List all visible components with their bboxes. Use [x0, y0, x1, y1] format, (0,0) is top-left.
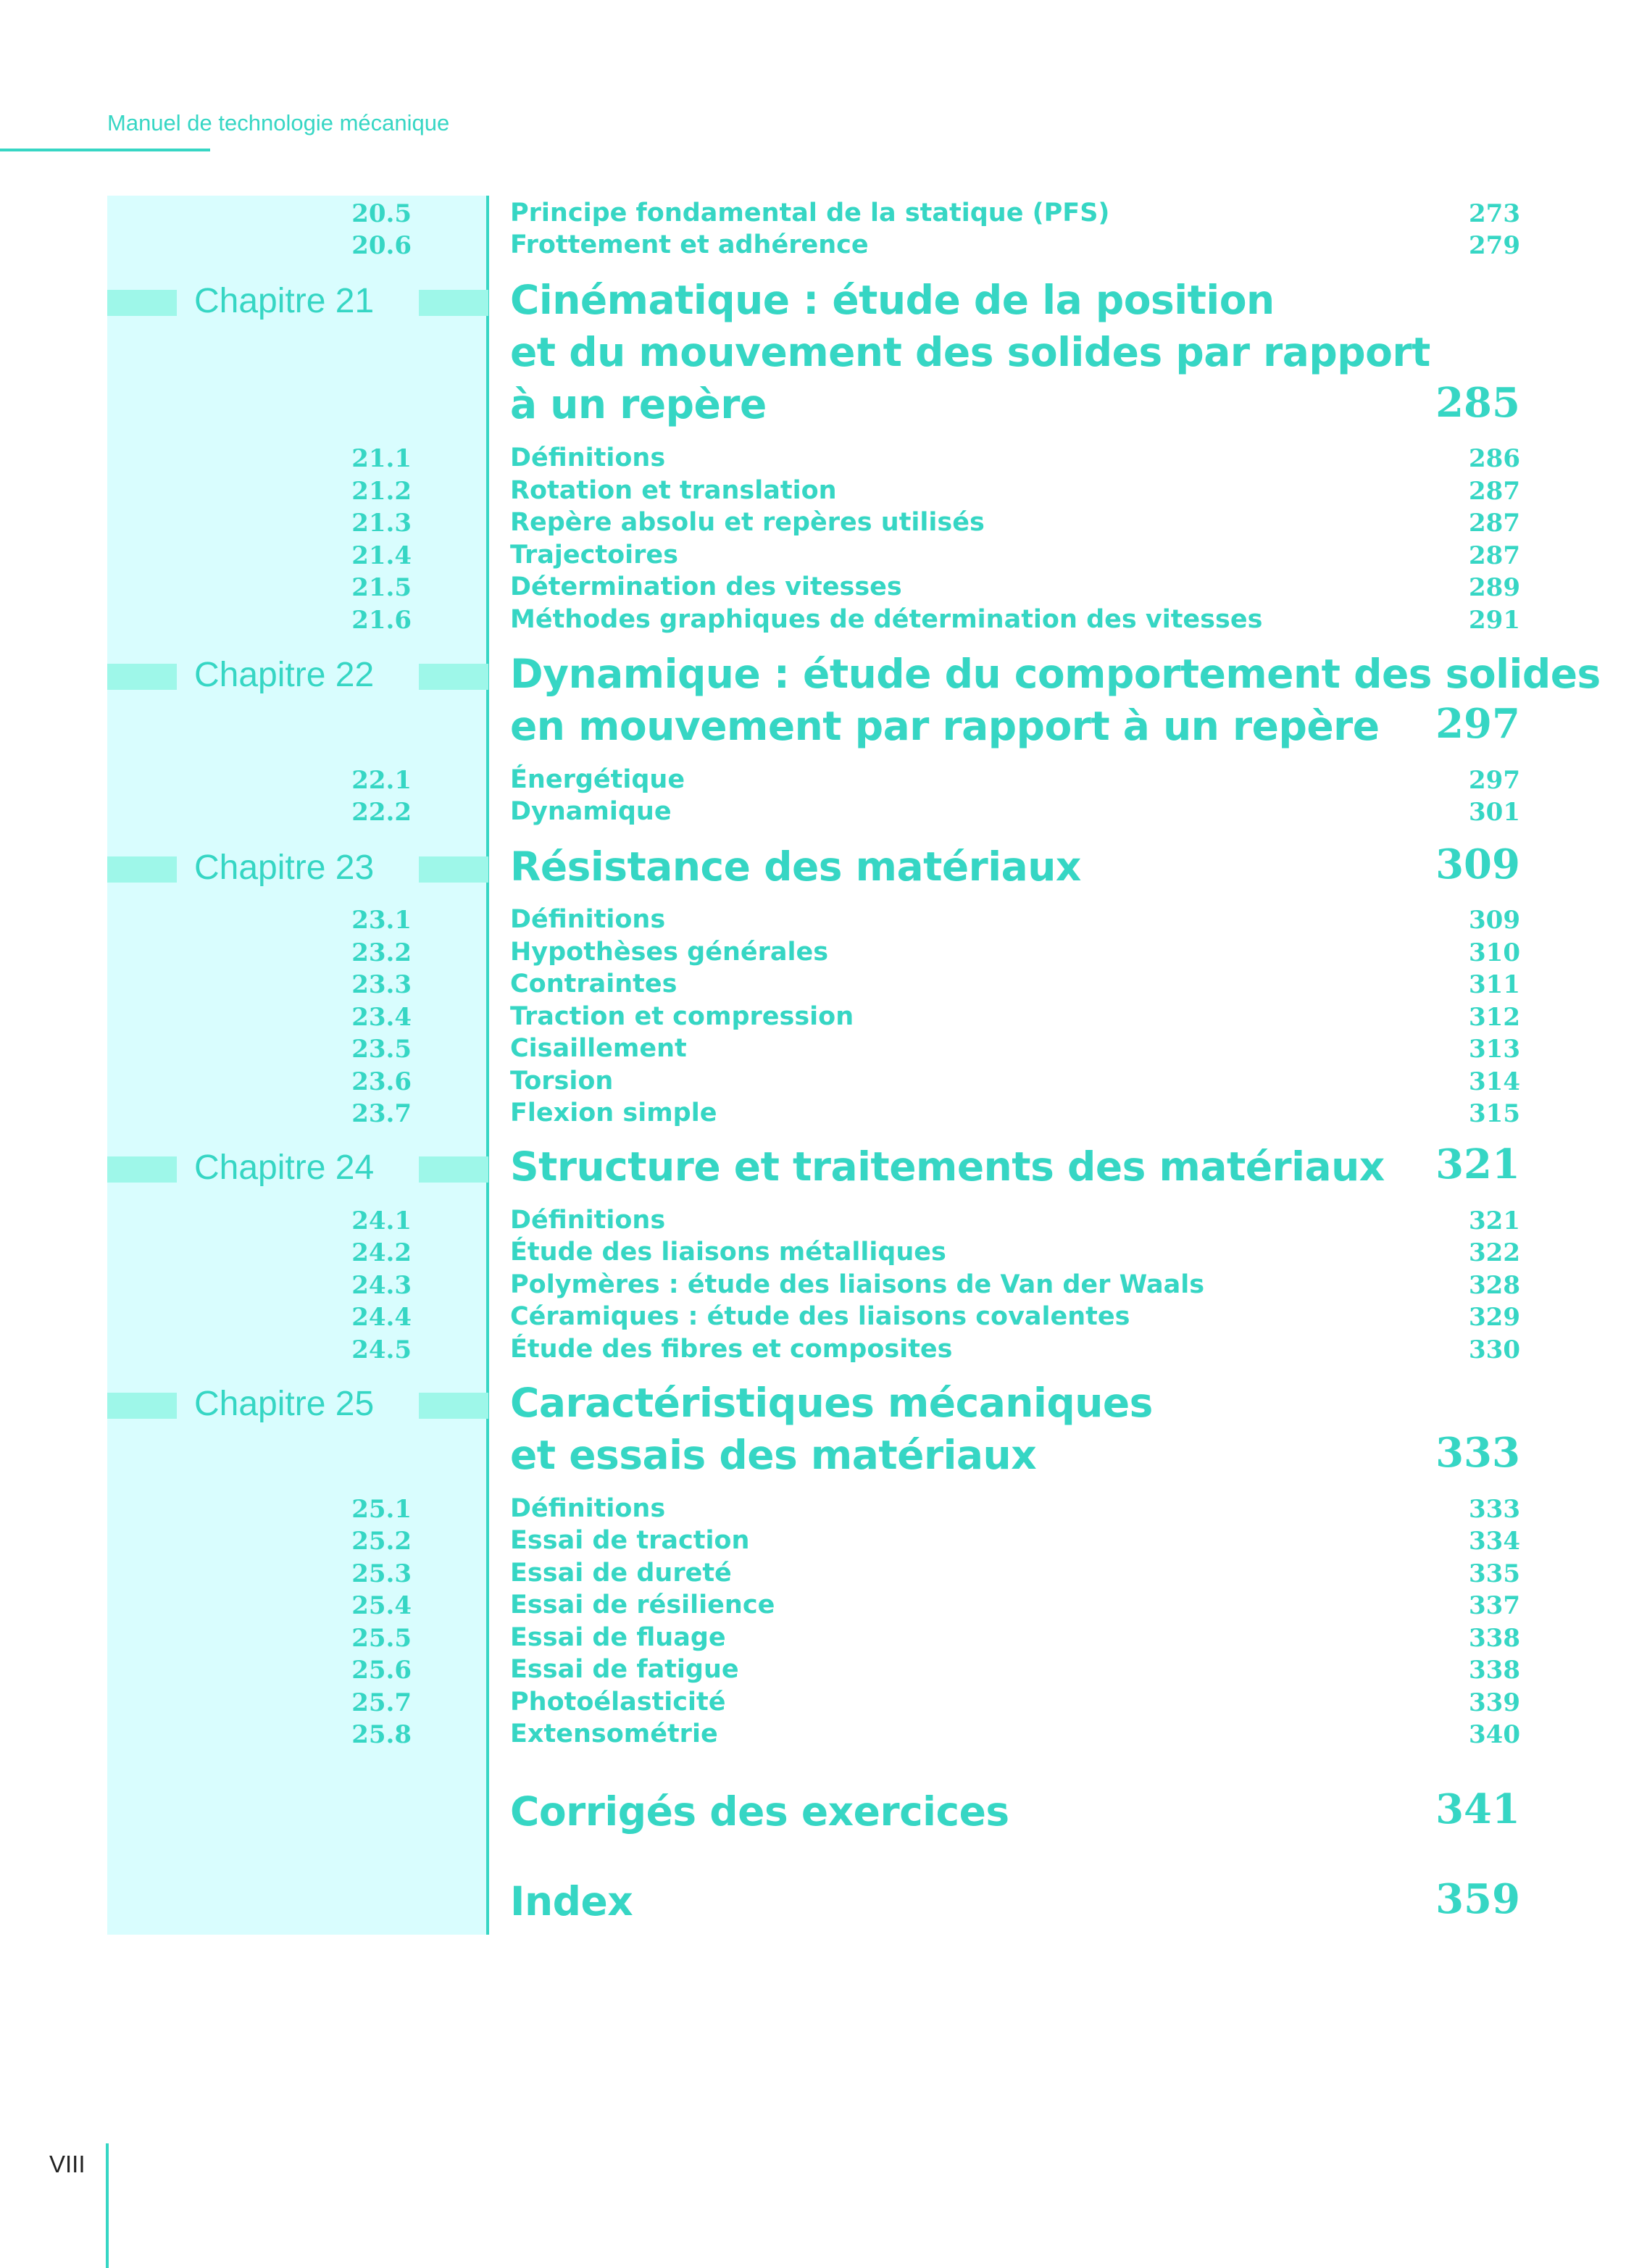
section-page: 309: [1469, 906, 1520, 935]
section-page: 301: [1469, 798, 1520, 827]
section-page: 322: [1469, 1238, 1520, 1267]
section-number: 23.4: [351, 1003, 412, 1032]
chapter-marker-bar: [419, 290, 488, 316]
section-page: 273: [1469, 199, 1520, 228]
section-number: 25.3: [351, 1559, 412, 1588]
section-page: 287: [1469, 477, 1520, 506]
section-page: 286: [1469, 444, 1520, 473]
section-title: Essai de dureté: [510, 1559, 732, 1588]
chapter-marker-bar: [107, 290, 177, 316]
section-number: 20.6: [351, 231, 412, 260]
section-number: 24.2: [351, 1238, 412, 1267]
section-page: 338: [1469, 1656, 1520, 1685]
section-number: 22.1: [351, 766, 412, 795]
section-number: 20.5: [351, 199, 412, 228]
section-title: Essai de fatigue: [510, 1655, 739, 1684]
page-folio: VIII: [49, 2151, 86, 2177]
section-title: Définitions: [510, 1206, 666, 1235]
section-title: Trajectoires: [510, 541, 678, 570]
section-page: 315: [1469, 1099, 1520, 1128]
back-matter-page: 341: [1435, 1785, 1520, 1833]
chapter-title[interactable]: Dynamique : étude du comportement des solides en mouvement par rapport à un repère: [510, 651, 1601, 749]
section-title: Repère absolu et repères utilisés: [510, 508, 985, 537]
chapter-marker-bar: [419, 664, 488, 690]
section-number: 24.4: [351, 1303, 412, 1332]
section-title: Polymères : étude des liaisons de Van der Waals: [510, 1270, 1205, 1299]
section-title: Flexion simple: [510, 1098, 717, 1127]
section-number: 21.6: [351, 606, 412, 635]
section-number: 25.5: [351, 1624, 412, 1653]
section-number: 25.1: [351, 1495, 412, 1524]
section-page: 313: [1469, 1035, 1520, 1064]
section-page: 329: [1469, 1303, 1520, 1332]
chapter-marker-bar: [419, 856, 488, 883]
section-title: Définitions: [510, 905, 666, 934]
section-number: 24.5: [351, 1335, 412, 1364]
section-page: 287: [1469, 541, 1520, 570]
section-title: Essai de résilience: [510, 1590, 775, 1619]
section-number: 25.2: [351, 1527, 412, 1556]
section-title: Frottement et adhérence: [510, 230, 869, 259]
section-number: 23.1: [351, 906, 412, 935]
section-page: 335: [1469, 1559, 1520, 1588]
section-title: Torsion: [510, 1067, 614, 1096]
chapter-title[interactable]: Structure et traitements des matériaux: [510, 1143, 1385, 1190]
section-page: 311: [1469, 970, 1520, 999]
section-title: Extensométrie: [510, 1719, 718, 1748]
section-number: 21.1: [351, 444, 412, 473]
chapter-label: Chapitre 24: [194, 1148, 375, 1187]
section-number: 25.4: [351, 1591, 412, 1620]
section-title: Rotation et translation: [510, 476, 837, 505]
section-number: 23.6: [351, 1067, 412, 1096]
section-page: 287: [1469, 509, 1520, 538]
section-page: 340: [1469, 1720, 1520, 1749]
section-number: 21.2: [351, 477, 412, 506]
chapter-page: 309: [1435, 841, 1520, 888]
section-title: Traction et compression: [510, 1002, 854, 1031]
section-title: Principe fondamental de la statique (PFS): [510, 199, 1110, 228]
toc-divider-rule: [486, 196, 489, 1935]
section-page: 297: [1469, 766, 1520, 795]
section-page: 330: [1469, 1335, 1520, 1364]
header-rule: [0, 149, 210, 151]
section-page: 333: [1469, 1495, 1520, 1524]
section-page: 279: [1469, 231, 1520, 260]
running-head: Manuel de technologie mécanique: [107, 110, 450, 136]
back-matter-title: Corrigés des exercices: [510, 1788, 1009, 1835]
section-title: Céramiques : étude des liaisons covalentes: [510, 1302, 1130, 1331]
section-page: 321: [1469, 1206, 1520, 1235]
chapter-marker-bar: [107, 664, 177, 690]
section-title: Énergétique: [510, 765, 685, 794]
section-page: 328: [1469, 1271, 1520, 1300]
chapter-page: 321: [1435, 1141, 1520, 1188]
section-title: Méthodes graphiques de détermination des vitesses: [510, 605, 1263, 634]
section-title: Étude des liaisons métalliques: [510, 1238, 946, 1267]
chapter-marker-bar: [107, 1156, 177, 1183]
section-page: 338: [1469, 1624, 1520, 1653]
chapter-label: Chapitre 22: [194, 656, 375, 694]
section-page: 339: [1469, 1688, 1520, 1717]
section-page: 337: [1469, 1591, 1520, 1620]
back-matter-title: Index: [510, 1878, 633, 1925]
section-number: 24.3: [351, 1271, 412, 1300]
section-number: 25.6: [351, 1656, 412, 1685]
section-title: Étude des fibres et composites: [510, 1335, 953, 1364]
chapter-title[interactable]: Caractéristiques mécaniques et essais des matériaux: [510, 1380, 1153, 1478]
section-title: Détermination des vitesses: [510, 572, 902, 601]
section-number: 25.8: [351, 1720, 412, 1749]
section-page: 310: [1469, 938, 1520, 967]
chapter-label: Chapitre 21: [194, 282, 375, 320]
chapter-label: Chapitre 23: [194, 849, 375, 887]
section-number: 23.2: [351, 938, 412, 967]
toc-number-panel: [107, 196, 488, 1935]
chapter-page: 297: [1435, 700, 1520, 748]
section-title: Photoélasticité: [510, 1688, 726, 1717]
section-title: Cisaillement: [510, 1034, 687, 1063]
section-number: 23.5: [351, 1035, 412, 1064]
chapter-title[interactable]: Cinématique : étude de la position et du mouvement des solides par rapport à un repère: [510, 277, 1430, 428]
chapter-label: Chapitre 25: [194, 1385, 375, 1423]
chapter-page: 285: [1435, 379, 1520, 427]
chapter-page: 333: [1435, 1429, 1520, 1477]
section-number: 21.4: [351, 541, 412, 570]
section-title: Définitions: [510, 443, 666, 472]
section-title: Définitions: [510, 1494, 666, 1523]
section-title: Contraintes: [510, 970, 678, 998]
section-number: 23.3: [351, 970, 412, 999]
section-page: 289: [1469, 573, 1520, 602]
section-number: 22.2: [351, 798, 412, 827]
section-page: 314: [1469, 1067, 1520, 1096]
section-number: 21.5: [351, 573, 412, 602]
section-title: Essai de traction: [510, 1526, 750, 1555]
folio-rule: [106, 2143, 109, 2268]
chapter-marker-bar: [419, 1156, 488, 1183]
chapter-marker-bar: [419, 1393, 488, 1419]
section-number: 23.7: [351, 1099, 412, 1128]
section-number: 25.7: [351, 1688, 412, 1717]
back-matter-page: 359: [1435, 1875, 1520, 1923]
chapter-marker-bar: [107, 1393, 177, 1419]
section-page: 334: [1469, 1527, 1520, 1556]
chapter-title[interactable]: Résistance des matériaux: [510, 843, 1081, 890]
section-title: Essai de fluage: [510, 1623, 726, 1652]
section-title: Hypothèses générales: [510, 938, 829, 967]
section-title: Dynamique: [510, 797, 672, 826]
chapter-marker-bar: [107, 856, 177, 883]
section-number: 21.3: [351, 509, 412, 538]
section-page: 312: [1469, 1003, 1520, 1032]
section-number: 24.1: [351, 1206, 412, 1235]
section-page: 291: [1469, 606, 1520, 635]
